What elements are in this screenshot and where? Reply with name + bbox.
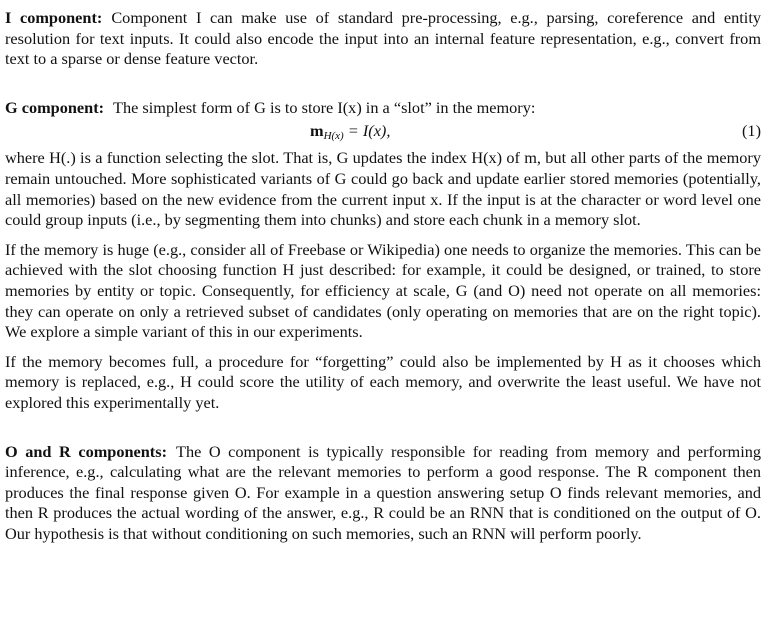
equation-body (310, 121, 390, 141)
g-component-heading: G component: (5, 97, 105, 117)
g-component-text: The simplest form of G is to store I(x) in a “slot” in the memory: (113, 97, 536, 117)
forgetting-paragraph: If the memory becomes full, a procedure for “forgetting” could also be implemented by H as it chooses which memory is replaced, e.g., H could score the utility of each memory, and overwrite the least useful. We have not explored this experimentally yet. (5, 351, 761, 412)
g-component-paragraph (5, 98, 761, 119)
equation-number: (1) (742, 121, 761, 141)
g-after-equation-paragraph: where H(.) is a function selecting the slot. That is, G updates the index H(x) of m, but all other parts of the memory remain untouched. More sophisticated variants of G could go back and update earlier stored memories (potentially, all memories) based on the new evidence from the current input x. If the input is at the character or word level one could group inputs (i.e., by segmenting them into chunks) and store each chunk in a memory slot. (5, 148, 761, 230)
memory-organization-paragraph: If the memory is huge (e.g., consider all of Freebase or Wikipedia) one needs to organize the memories. This can be achieved with the slot choosing function H just described: for example, it could be designed, or trained, to store memories by entity or topic. Consequently, for efficiency at scale, G (and O) need not operate on all memories: they can operate on only a retrieved subset of candidates (only operating on memories that are on the right topic). We explore a simple variant of this in our experiments. (5, 239, 761, 342)
equation-1 (5, 118, 761, 148)
i-component-paragraph (5, 8, 761, 70)
equation-lhs: m (310, 121, 324, 141)
o-r-components-text: The O component is typically responsible for reading from memory and performing inference, e.g., calculating what are the relevant memories to perform a good response. The R component then produces the final response given O. For example in a question answering setup O finds relevant memories, and then R produces the actual wording of the answer, e.g., R could be an RNN that is conditioned on the output of O. Our hypothesis is that without conditioning on such memories, such an RNN will perform poorly. (5, 441, 761, 543)
i-component-text: Component I can make use of standard pre-processing, e.g., parsing, coreference and entity resolution for text inputs. It could also encode the input into an internal feature representation, e.g., convert from text to a sparse or dense feature vector. (5, 8, 761, 69)
equation-subscript: H(x) (323, 130, 344, 143)
equation-rhs: = I(x), (347, 121, 391, 141)
o-r-components-heading: O and R components: (5, 441, 167, 461)
o-r-components-paragraph (5, 442, 761, 545)
i-component-heading: I component: (5, 8, 103, 27)
